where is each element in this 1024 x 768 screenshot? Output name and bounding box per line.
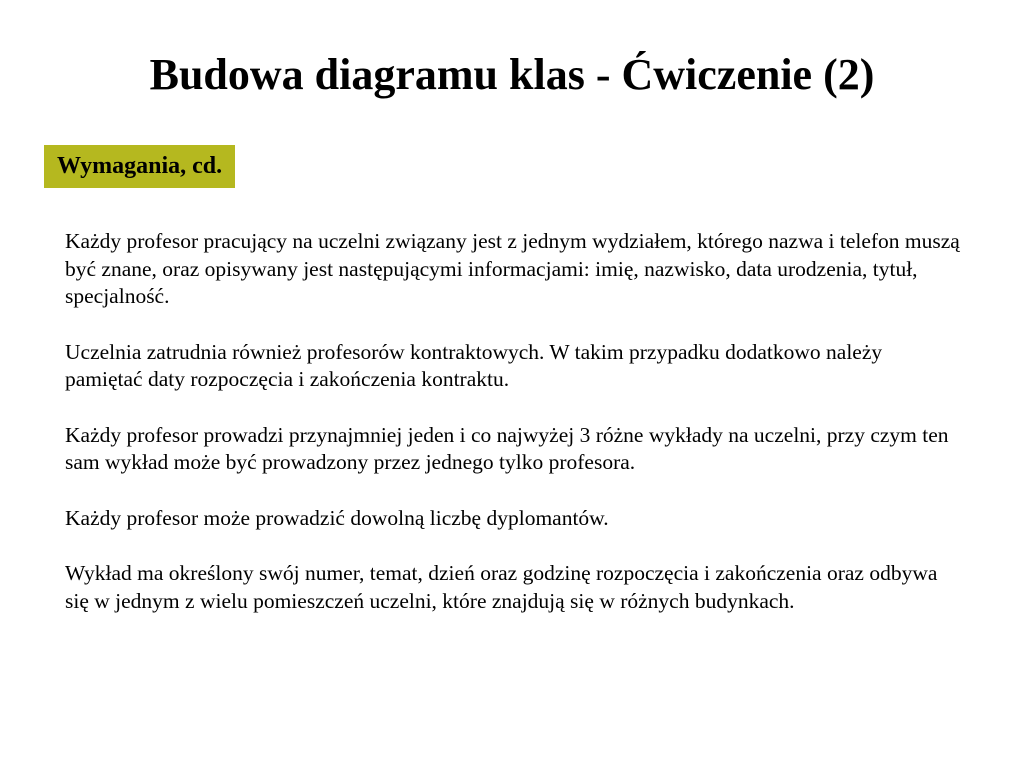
- requirement-paragraph: Uczelnia zatrudnia również profesorów kontraktowych. W takim przypadku dodatkowo należy pamiętać daty rozpoczęcia i zakończenia kontraktu.: [65, 339, 883, 391]
- requirement-paragraph: Każdy profesor może prowadzić dowolną liczbę dyplomantów.: [65, 505, 609, 530]
- slide-content: [65, 228, 965, 615]
- requirement-paragraph: Wykład ma określony swój numer, temat, dzień oraz godzinę rozpoczęcia i zakończenia oraz odbywa się w jednym z wielu pomieszczeń uczelni, które znajdują się w różnych budynkach.: [65, 561, 938, 613]
- section-badge: Wymagania, cd.: [44, 145, 235, 188]
- requirement-paragraph: Każdy profesor prowadzi przynajmniej jeden i co najwyżej 3 różne wykłady na uczelni, przy czym ten sam wykład może być prowadzony przez jednego tylko profesora.: [65, 422, 949, 474]
- slide-title: Budowa diagramu klas - Ćwiczenie (2): [149, 50, 875, 99]
- requirement-paragraph: Każdy profesor pracujący na uczelni związany jest z jednym wydziałem, którego nazwa i telefon muszą być znane, oraz opisywany jest następującymi informacjami: imię, nazwisko, data urodzenia, tytuł, specjalność.: [65, 229, 960, 308]
